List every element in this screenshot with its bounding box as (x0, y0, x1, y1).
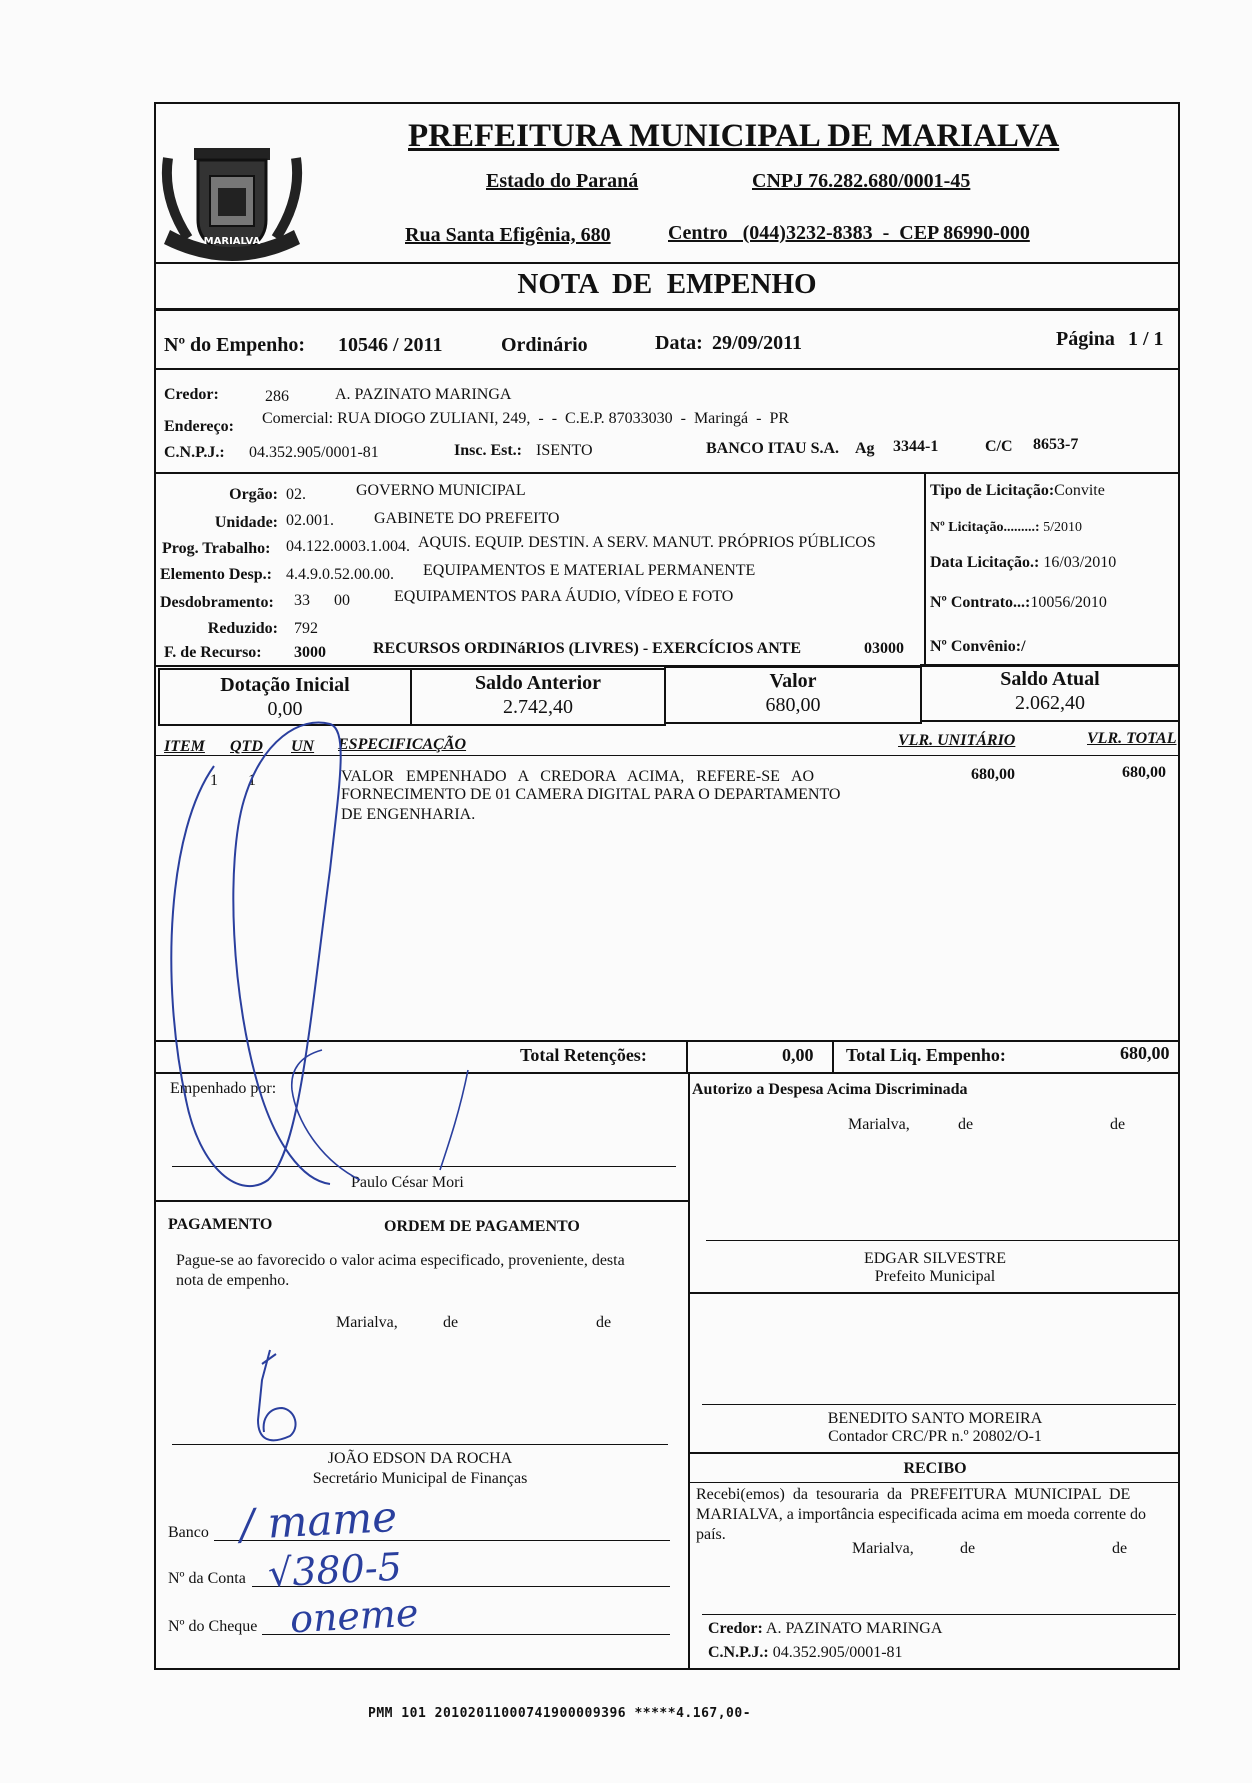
licitacao-numero (930, 520, 1082, 536)
item-qtd: 1 (248, 772, 256, 789)
crest-label: MARIALVA (203, 236, 261, 247)
credor-address: Comercial: RUA DIOGO ZULIANI, 249, - - C.E.P. 87033030 - Maringá - PR (262, 410, 790, 427)
credor-label: Credor: (164, 386, 219, 403)
col-qtd: QTD (230, 738, 263, 755)
banco-handwritten: / mame (238, 1491, 399, 1550)
desdobramento-label: Desdobramento: (160, 594, 274, 611)
recibo-credor-label: Credor: (708, 1620, 763, 1637)
prog-code: 04.122.0003.1.004. (286, 538, 410, 555)
empenhado-name: Paulo César Mori (351, 1174, 464, 1191)
pagamento-name: JOÃO EDSON DA ROCHA (327, 1450, 513, 1467)
saldo-anterior-value: 2.742,40 (503, 696, 573, 718)
recibo-city: Marialva, (852, 1540, 914, 1557)
recibo-de2: de (1112, 1540, 1128, 1557)
licitacao-data (930, 554, 1116, 572)
pagamento-de1: de (443, 1314, 459, 1331)
total-retencoes-label: Total Retenções: (520, 1045, 647, 1065)
recurso-name: RECURSOS ORDINáRIOS (LIVRES) - EXERCÍCIOS ANTE (373, 640, 802, 657)
desdobramento-name: EQUIPAMENTOS PARA ÁUDIO, VÍDEO E FOTO (394, 588, 734, 605)
autorizo-label: Autorizo a Despesa Acima Discriminada (692, 1081, 968, 1098)
col-vlr-unitario: VLR. UNITÁRIO (898, 732, 1016, 749)
conta-handwritten: √380-5 (266, 1544, 403, 1596)
credor-code: 286 (265, 388, 289, 405)
licitacao-contrato-value: 10056/2010 (1030, 594, 1107, 611)
recibo-text-line2: MARIALVA, a importância especificada acima em moeda corrente do (696, 1506, 1147, 1523)
orgao-name: GOVERNO MUNICIPAL (356, 482, 526, 499)
empenho-number: 10546 / 2011 (338, 334, 443, 356)
orgao-label: Orgão: (229, 486, 278, 503)
recibo-credor-name: A. PAZINATO MARINGA (765, 1620, 943, 1637)
page-label: Página (1056, 328, 1115, 350)
unidade-name: GABINETE DO PREFEITO (374, 510, 560, 527)
saldo-atual-value: 2.062,40 (1015, 692, 1085, 714)
credor-name: A. PAZINATO MARINGA (335, 386, 512, 403)
empenho-number-label: Nº do Empenho: (164, 334, 306, 356)
bank-name: BANCO ITAU S.A. (706, 440, 840, 457)
footer-code: PMM 101 20102011000741900009396 *****4.167,00- (368, 1706, 752, 1721)
recibo-title: RECIBO (903, 1460, 967, 1477)
prog-name: AQUIS. EQUIP. DESTIN. A SERV. MANUT. PRÓPRIOS PÚBLICOS (418, 534, 876, 551)
recibo-cnpj (708, 1644, 903, 1662)
autorizo-de1: de (958, 1116, 974, 1133)
licitacao-contrato (930, 594, 1107, 612)
reduzido-label: Reduzido: (207, 620, 278, 637)
col-vlr-total: VLR. TOTAL (1087, 730, 1177, 747)
page-number: 1 / 1 (1128, 328, 1164, 350)
doc-title: NOTA DE EMPENHO (517, 268, 817, 300)
empenho-type: Ordinário (501, 334, 588, 356)
pagamento-city: Marialva, (336, 1314, 398, 1331)
recibo-cnpj-label: C.N.P.J.: (708, 1644, 769, 1661)
licitacao-convenio: Nº Convênio:/ (930, 638, 1026, 655)
header-cnpj: CNPJ 76.282.680/0001-45 (752, 170, 971, 192)
ag-label: Ag (855, 440, 875, 457)
recibo-credor (708, 1620, 942, 1638)
licitacao-numero-value: 5/2010 (1043, 520, 1082, 535)
insc-label: Insc. Est.: (454, 442, 523, 459)
autorizo-name: EDGAR SILVESTRE (863, 1250, 1007, 1267)
recibo-de1: de (960, 1540, 976, 1557)
item-espec-line1: VALOR EMPENHADO A CREDORA ACIMA, REFERE-SE AO (341, 768, 815, 785)
recibo-text-line1: Recebi(emos) da tesouraria da PREFEITURA MUNICIPAL DE (696, 1486, 1131, 1503)
ag-number: 3344-1 (893, 438, 939, 455)
item-espec-line3: DE ENGENHARIA. (341, 806, 476, 823)
autorizo-role: Prefeito Municipal (874, 1268, 996, 1285)
licitacao-data-label: Data Licitação.: (930, 554, 1040, 571)
recibo-text-line3: país. (696, 1526, 726, 1543)
pagamento-text-line1: Pague-se ao favorecido o valor acima especificado, proveniente, desta (176, 1252, 625, 1269)
empenhado-label: Empenhado por: (170, 1080, 277, 1097)
recurso-code: 3000 (294, 644, 326, 661)
pagamento-role: Secretário Municipal de Finanças (312, 1470, 528, 1487)
cnpj-label: C.N.P.J.: (164, 444, 225, 461)
orgao-code: 02. (286, 486, 306, 503)
saldo-anterior-label: Saldo Anterior (474, 672, 602, 694)
saldo-dotacao-label: Dotação Inicial (220, 674, 350, 696)
unidade-code: 02.001. (286, 512, 334, 529)
empenho-date: 29/09/2011 (712, 332, 803, 354)
unidade-label: Unidade: (214, 514, 278, 531)
ordem-pagamento-label: ORDEM DE PAGAMENTO (384, 1218, 580, 1235)
valor-value: 680,00 (765, 694, 821, 716)
saldo-atual-label: Saldo Atual (1000, 668, 1100, 690)
saldo-dotacao-value: 0,00 (267, 698, 303, 720)
licitacao-contrato-label: Nº Contrato...: (930, 594, 1031, 611)
item-vlr-unitario: 680,00 (971, 766, 1015, 783)
recurso-label: F. de Recurso: (164, 644, 262, 661)
recurso-number: 03000 (864, 640, 904, 657)
col-especificacao: ESPECIFICAÇÃO (338, 736, 467, 753)
elemento-code: 4.4.9.0.52.00.00. (286, 566, 394, 583)
licitacao-tipo (930, 482, 1105, 500)
total-liq-label: Total Liq. Empenho: (846, 1045, 1006, 1065)
licitacao-data-value: 16/03/2010 (1043, 554, 1117, 571)
licitacao-tipo-value: Convite (1054, 482, 1105, 499)
col-un: UN (291, 738, 315, 755)
municipal-crest-icon (158, 118, 306, 270)
header-address: Rua Santa Efigênia, 680 (405, 224, 611, 246)
cc-number: 8653-7 (1033, 436, 1079, 453)
item-number: 1 (210, 772, 218, 789)
autorizo-de2: de (1110, 1116, 1126, 1133)
header-state: Estado do Paraná (486, 170, 639, 192)
recibo-cnpj-value: 04.352.905/0001-81 (772, 1644, 903, 1661)
banco-label: Banco (168, 1524, 209, 1541)
cc-label: C/C (985, 438, 1013, 455)
contador-role: Contador CRC/PR n.º 20802/O-1 (828, 1428, 1042, 1445)
pagamento-label: PAGAMENTO (168, 1216, 273, 1233)
licitacao-numero-label: Nº Licitação.........: (930, 520, 1040, 535)
elemento-name: EQUIPAMENTOS E MATERIAL PERMANENTE (423, 562, 756, 579)
cheque-label: Nº do Cheque (168, 1618, 258, 1635)
cheque-handwritten: oneme (288, 1590, 420, 1642)
elemento-label: Elemento Desp.: (160, 566, 272, 583)
prog-label: Prog. Trabalho: (162, 540, 271, 557)
total-retencoes-value: 0,00 (782, 1045, 814, 1065)
total-liq-value: 680,00 (1120, 1043, 1170, 1063)
address-label: Endereço: (164, 418, 234, 435)
item-espec-line2: FORNECIMENTO DE 01 CAMERA DIGITAL PARA O DEPARTAMENTO (341, 786, 841, 803)
item-vlr-total: 680,00 (1122, 764, 1166, 781)
reduzido-value: 792 (294, 620, 318, 637)
pagamento-de2: de (596, 1314, 612, 1331)
licitacao-tipo-label: Tipo de Licitação: (930, 482, 1055, 499)
autorizo-city: Marialva, (848, 1116, 910, 1133)
credor-insc: ISENTO (536, 442, 593, 459)
header-title: PREFEITURA MUNICIPAL DE MARIALVA (408, 118, 1060, 154)
pagamento-text-line2: nota de empenho. (176, 1272, 290, 1289)
conta-label: Nº da Conta (168, 1570, 246, 1587)
valor-label: Valor (769, 670, 817, 692)
col-item: ITEM (164, 738, 205, 755)
contador-name: BENEDITO SANTO MOREIRA (827, 1410, 1043, 1427)
header-district-phone-cep: Centro (044)3232-8383 - CEP 86990-000 (668, 222, 1030, 244)
empenho-date-label: Data: (655, 332, 703, 354)
desdobramento-code: 33 00 (294, 592, 350, 609)
credor-cnpj: 04.352.905/0001-81 (249, 444, 379, 461)
